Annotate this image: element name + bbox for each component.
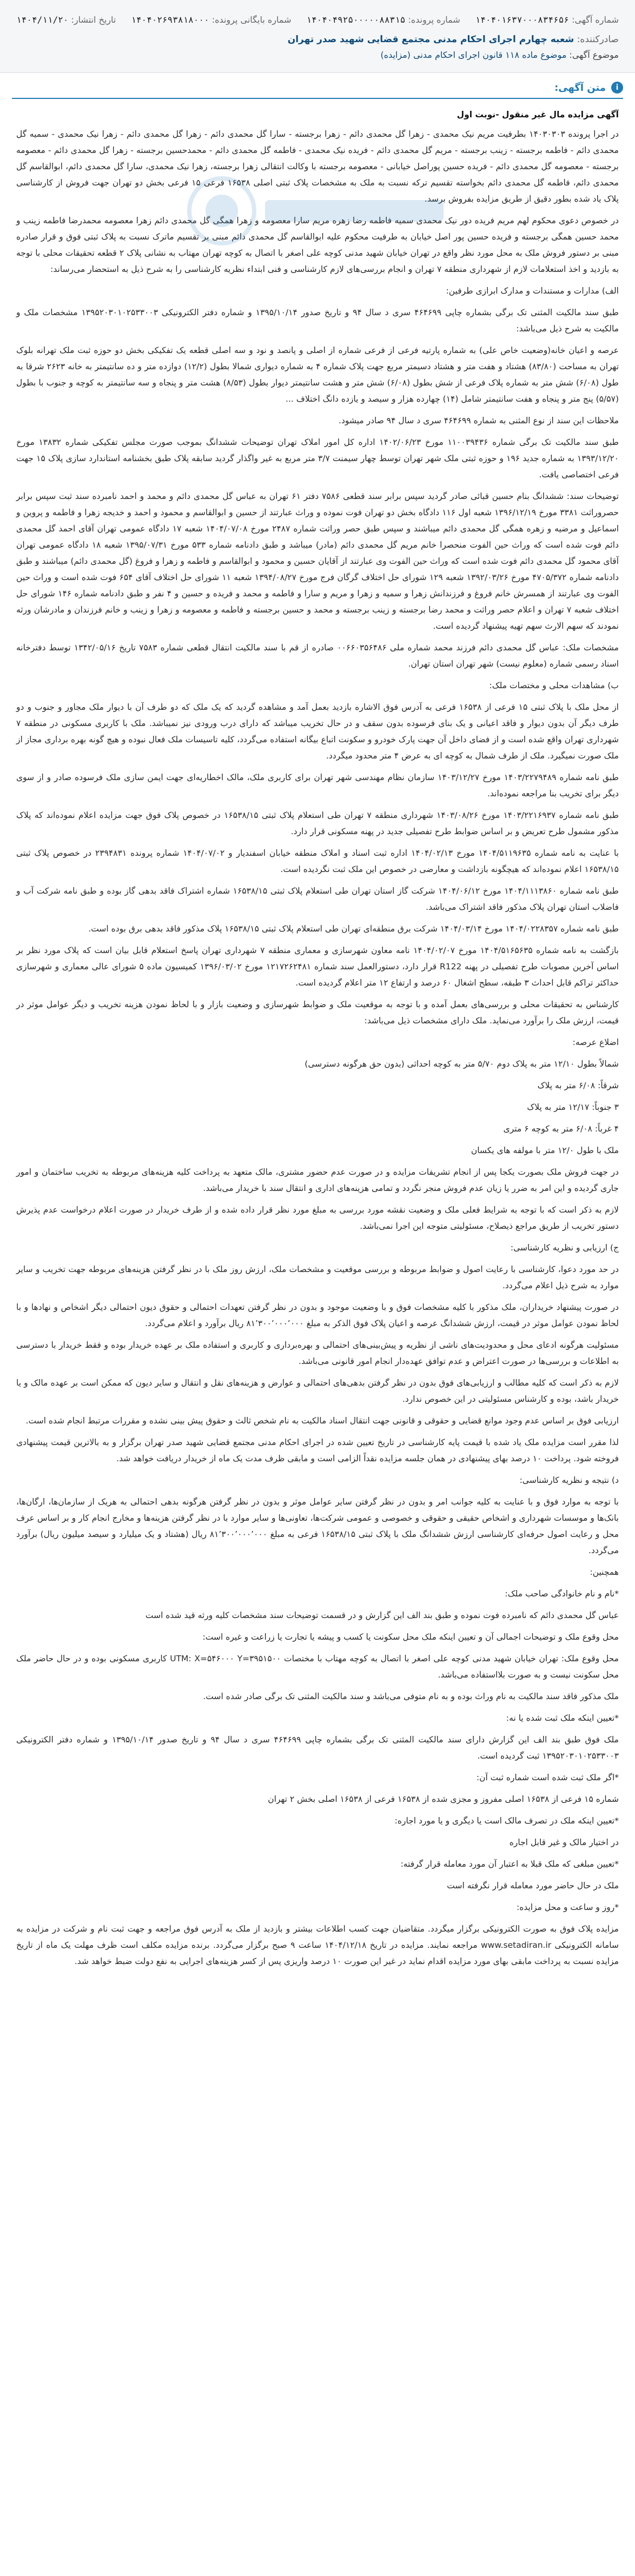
body-paragraph: مشخصات ملک: عباس گل محمدی دائم فرزند محمد شماره ملی ۰۰۶۶۰۳۵۶۴۸۶ صادره از قم با سند مالکیت انتقال قطعی شماره ۷۵۸۳ تاریخ ۱۳۴۲/۰۵/۱۶ توسط دفترخانه اسناد رسمی شماره (معلوم نیست) شهر تهران استان تهران.: [16, 643, 619, 669]
issuer-row: صادرکننده: شعبه چهارم اجرای احکام مدنی مجتمع قضایی شهید صدر تهران: [287, 34, 619, 45]
announcement-body: [0, 99, 635, 1986]
body-paragraph: مسئولیت هرگونه ادعای محل و محدودیت‌های ناشی از نظریه و پیش‌بینی‌های احتمالی و بهره‌برداری و کاربری و استفاده ملک بر عهده خریدار بوده و فقط خریدار با دسترسی به اطلاعات و بررسی‌ها در صورت اعتراض و عدم توافق عهده‌دار انجام امور قانونی می‌باشد.: [16, 1340, 619, 1366]
body-paragraph: با عنایت به نامه شماره ۱۴۰۴/۵۱۱۹۶۳۵ مورخ ۱۴۰۴/۰۲/۱۳ اداره ثبت اسناد و املاک منطقه خیابان اسفندیار و ۱۴۰۴/۰۷/۰۲ شماره پرونده ۲۳۹۴۸۳۱ در خصوص پلاک ثبتی ۱۶۵۳۸/۱۵ اعلام نموده‌اند که هیچگونه بازداشت و معارضی در خصوص این ملک ثبت نگردیده است.: [16, 848, 619, 874]
body-paragraph: در حد مورد دعوا، کارشناسی با رعایت اصول و ضوابط مربوطه و بررسی موقعیت و مشخصات ملک، ارزش روز ملک با در نظر گرفتن هزینه‌های مربوطه جهت تخریب و سایر موارد به شرح ذیل اعلام می‌گردد.: [16, 1264, 619, 1290]
body-paragraph: همچنین:: [590, 1567, 619, 1577]
body-paragraph: *اگر ملک ثبت شده است شماره ثبت آن:: [476, 1773, 619, 1782]
body-paragraph: محل وقوع ملک: تهران خیابان شهید مدنی کوچه علی اصغر با اتصال به کوچه مهتاب با مختصات UTM: X=۵۴۶۰۰۰ Y=۳۹۵۱۵۰۰ کاربری مسکونی بوده و در حال حاضر ملک محل سکونت نیست و به صورت بلااستفاده می‌باشد.: [16, 1654, 619, 1680]
body-paragraph: ملک فوق طبق بند الف این گزارش دارای سند مالکیت المثنی تک برگی بشماره چاپی ۴۶۴۶۹۹ سری د سال ۹۴ و تاریخ صدور ۱۳۹۵/۱۰/۱۴ و شماره دفتر الکترونیکی ۱۳۹۵۲۰۳۰۱۰۲۵۳۳۰۰۳ ثبت گردیده است.: [16, 1735, 619, 1761]
announcement-number: شماره آگهی: ۱۴۰۴۰۱۶۳۷۰۰۰۸۳۴۶۵۶: [475, 15, 619, 25]
body-paragraph: از محل ملک با پلاک ثبتی ۱۵ فرعی از ۱۶۵۳۸ فرعی به آدرس فوق الاشاره بازدید بعمل آمد و مشاهده گردید که یک ملک که دو طرف آن با دیوار ملک مجاور و جنوب و دو طرف دیگر آن بدون دیوار و فاقد اعیانی و یک بنای فرسوده بدون سقف و در حال تخریب میباشد که دارای درب ورودی نیز نمیباشد. ملک با کاربری مسکونی در منطقه ۷ شهرداری تهران واقع شده است و از فضای داخل آن جهت پارک خودرو و سکونت اتباع بیگانه استفاده می‌گردد، کلیه تاسیسات ملک فعال نبوده و هیچ گونه بهره برداری مجاز از ملک صورت نمیگیرد. ملک از طرف شمال به کوچه ای به عرض ۴ متر محدود میگردد.: [16, 702, 619, 761]
body-paragraph: عباس گل محمدی دائم که نامبرده فوت نموده و طبق بند الف این گزارش و در قسمت توضیحات سند مشخصات کلیه ورثه قید شده است: [145, 1610, 619, 1620]
body-paragraph: در اختیار مالک و غیر قابل اجاره: [509, 1838, 619, 1847]
body-paragraph: با توجه به موارد فوق و با عنایت به کلیه جوانب امر و بدون در نظر گرفتن سایر عوامل موثر و بدون در نظر گرفتن هرگونه بدهی احتمالی به هریک از سازمان‌ها، ارگان‌ها، بانک‌ها و موسسات شهرداری و اشخاص حقیقی و حقوقی و خصوصی و عمومی شرکت‌ها، تعاونی‌ها و سایر موارد با در نظر گرفتن هزینه‌ها و مخارج انجام کار و بر اساس عرف محل و رعایت اصول حرفه‌ای کارشناسی ارزش ششدانگ ملک با پلاک ثبتی ۱۶۵۳۸/۱۵ فرعی به مبلغ ۸۱٬۳۰۰٬۰۰۰٬۰۰۰ ریال (هشتاد و یک میلیارد و سیصد میلیون ریال) برآورد می‌گردد.: [16, 1497, 619, 1555]
body-paragraph: در جهت فروش ملک بصورت یکجا پس از انجام تشریفات مزایده و در صورت عدم حضور مشتری، مالک متعهد به پرداخت کلیه هزینه‌های مربوطه به تخریب ساختمان و امور جاری گردیده و این امر به ضرر یا زیان عدم فروش منجر نگردد و تمامی هزینه‌های اداری و انتقال سند با خریدار می‌باشد.: [16, 1167, 619, 1193]
body-paragraph: *روز و ساعت و محل مزایده:: [517, 1902, 619, 1912]
body-paragraph: ب) مشاهدات محلی و مختصات ملک:: [489, 681, 619, 690]
body-paragraph: شماره ۱۵ فرعی از ۱۶۵۳۸ اصلی مفروز و مجزی شده از ۱۶۵۳۸ فرعی از ۱۶۵۳۸ اصلی بخش ۲ تهران: [268, 1794, 619, 1804]
body-paragraph: ملک در حال حاضر مورد معامله قرار نگرفته است: [447, 1881, 619, 1891]
body-paragraph: طبق سند مالکیت المثنی تک برگی بشماره چاپی ۴۶۴۶۹۹ سری د سال ۹۴ و تاریخ صدور ۱۳۹۵/۱۰/۱۴ و شماره دفتر الکترونیکی ۱۳۹۵۲۰۳۰۱۰۲۵۳۳۰۰۳ مشخصات ملک و مالکیت به شرح ذیل می‌باشد:: [16, 308, 619, 334]
info-icon: i: [611, 82, 623, 94]
announcement-header: [0, 0, 635, 73]
body-paragraph: طبق نامه شماره ۱۴۰۴/۱۱۱۳۸۶۰ مورخ ۱۴۰۴/۰۶/۱۲ شرکت گاز استان تهران طی استعلام پلاک ثبتی ۱۶۵۳۸/۱۵ شماره اشتراک فاقد بدهی گاز بوده و طبق نامه شرکت آب و فاضلاب استان تهران پلاک مذکور فاقد اشتراک می‌باشد.: [16, 886, 619, 912]
body-paragraph: طبق نامه شماره ۱۴۰۴/۰۲۲۸۳۵۷ مورخ ۱۴۰۴/۰۳/۱۴ شرکت برق منطقه‌ای تهران طی استعلام پلاک ثبتی ۱۶۵۳۸/۱۵ پلاک مذکور فاقد بدهی برق بوده است.: [88, 924, 619, 934]
body-paragraph: *تعیین اینکه ملک در تصرف مالک است یا دیگری و یا مورد اجاره:: [394, 1816, 619, 1826]
body-paragraph: اضلاع عرصه:: [572, 1037, 619, 1047]
archive-number: شماره بایگانی پرونده: ۱۴۰۴۰۲۶۹۳۸۱۸۰۰۰: [131, 15, 292, 25]
body-paragraph: کارشناس به تحقیقات محلی و بررسی‌های بعمل آمده و با توجه به موقعیت ملک و ضوابط شهرسازی و وضعیت بازار و با لحاظ نمودن هزینه تخریب و دیگر عوامل موثر در قیمت، ارزش ملک را برآورد می‌نماید. ملک دارای مشخصات ذیل می‌باشد:: [16, 1000, 619, 1026]
body-paragraph: ۳ جنوباً: ۱۲/۱۷ متر به پلاک: [527, 1102, 619, 1112]
section-title: متن آگهی:: [554, 82, 606, 94]
announcement-heading: آگهی مزایده مال غیر منقول -نوبت اول: [457, 110, 619, 119]
body-paragraph: شرقاً: ۶/۰۸ متر به پلاک: [537, 1081, 619, 1090]
body-paragraph: ملاحظات این سند از نوع المثنی به شماره ۴۶۴۶۹۹ سری د سال ۹۴ صادر میشود.: [339, 416, 619, 425]
body-paragraph: بازگشت به نامه شماره ۱۴۰۴/۵۱۶۵۶۳۵ مورخ ۱۴۰۴/۰۲/۰۷ نامه معاون شهرسازی و معماری منطقه ۷ شهرداری تهران پاسخ استعلام قابل بیان است که پلاک مورد نظر بر اساس آخرین مصوبات طرح تفصیلی در پهنه R122 قرار دارد، دستورالعمل سند شماره ۱۲۱۷۲۶۲۴۸۱ مورخ ۱۳۹۶/۰۳/۰۲ کمیسیون ماده ۵ شورای عالی معماری و شهرسازی حداکثر تراکم قابل احداث ۳ طبقه، سطح اشغال ۶۰ درصد و ارتفاع ۱۲ متر اعلام گردیده است.: [16, 946, 619, 988]
topic-row: موضوع آگهی: موضوع ماده ۱۱۸ قانون اجرای احکام مدنی (مزایده): [380, 50, 619, 60]
body-paragraph: لازم به ذکر است که کلیه مطالب و ارزیابی‌های فوق بدون در نظر گرفتن بدهی‌های احتمالی و عوارض و هزینه‌های نقل و انتقال و سایر دیون که ممکن است بر عهده مالک و یا خریدار باشد، بوده و کارشناس مسئولیتی در این خصوص ندارد.: [16, 1378, 619, 1404]
body-paragraph: در اجرا پرونده ۱۴۰۳۰۳۰۳ بطرفیت مریم نیک محمدی - زهرا گل محمدی دائم - زهرا برجسته - سارا گل محمدی دائم - زهرا گل محمدی دائم - زهرا نیک محمدی - سمیه گل محمدی دائم - فاطمه برجسته - زینب برجسته - مریم گل محمدی دائم - فریده نیک محمدی - فاطمه گل محمدی دائم - محمدحسین برجسته - زهرا گل محمدی دائم - معصومه برجسته - معصومه گل محمدی دائم - فریده حسین پوراصل خیابانی - معصومه برجسته با وکالت انتقالی زهرا برجسته، زهرا نیک محمدی، سارا گل محمدی دائم، ابوالقاسم گل محمدی دائم، فاطمه گل محمدی دائم بخواسته تقسیم ترکه نسبت به ملک به مشخصات پلاک ثبتی اصلی ۱۶۵۳۸ فرعی ۱۵ فرعی بخش دو تهران جهت فروش از کارشناسی پلاک یاد شده بطور دقیق از طریق مزایده بفروش برسد.: [16, 129, 619, 204]
body-paragraph: در خصوص دعوی محکوم لهم مریم فریده دور نیک محمدی سمیه فاطمه رضا زهره مریم سارا معصومه و زهرا همگی گل محمدی دائم زهرا معصومه محمدرضا فاطمه زینب و محمد حسین همگی برجسته و فریده حسین پور اصل خیابان به طرفیت محکوم علیه ابوالقاسم گل محمدی دائم مبنی بر تقسیم ماترک نسبت به پلاک ثبتی فوق و قرار صادره مبنی بر دستور فروش ملک به محل مورد نظر واقع در تهران خیابان شهید مدنی کوچه علی اصغر با اتصال به کوچه تهران مهتاب به نشانی پلاک ۲ قطعه تحقیقات محلی با توجه به بازدید و اخذ استعلامات لازم از شهرداری منطقه ۷ تهران و انجام بررسی‌های لازم کارشناسی و فنی ابتداء نظریه کارشناسی را به شرح ذیل به استحضار می‌رساند:: [16, 216, 619, 274]
body-paragraph: محل وقوع ملک و توضیحات اجمالی آن و تعیین اینکه ملک محل سکونت یا کسب و پیشه یا تجارت یا زراعت و غیره است:: [202, 1632, 619, 1642]
body-paragraph: ملک با طول ۱۲/۰ متر با مولفه های یکسان: [471, 1146, 619, 1155]
body-paragraph: الف) مدارات و مستندات و مدارک ابرازی طرفین:: [446, 286, 619, 296]
section-header: [12, 82, 623, 99]
body-paragraph: شمالاً بطول ۱۲/۱۰ متر به پلاک دوم ۵/۷۰ متر به کوچه احداثی (بدون حق هرگونه دسترسی): [305, 1059, 619, 1069]
body-paragraph: *نام و نام خانوادگی صاحب ملک:: [505, 1589, 619, 1599]
body-paragraph: طبق نامه شماره ۱۴۰۳/۲۲۱۶۹۳۷ مورخ ۱۴۰۳/۰۸/۲۶ شهرداری منطقه ۷ تهران طی استعلام پلاک ثبتی ۱۶۵۳۸/۱۵ در خصوص پلاک فوق جهت مزایده اعلام نموده‌اند که پلاک مذکور مشمول طرح تعریض و بر اساس ضوابط طرح تفصیلی جدید در پهنه مسکونی قرار دارد.: [16, 810, 619, 836]
body-paragraph: د) نتیجه و نظریه کارشناسی:: [519, 1475, 619, 1485]
publish-date: تاریخ انتشار: ۱۴۰۴/۱۱/۲۰: [16, 15, 116, 25]
body-paragraph: ۴ غرباً: ۶/۰۸ متر به کوچه ۶ متری: [503, 1124, 619, 1134]
body-paragraph: در صورت پیشنهاد خریداران، ملک مذکور با کلیه مشخصات فوق و با وضعیت موجود و بدون در نظر گرفتن تعهدات احتمالی و حقوق دیون احتمالی دیگر اشخاص و نهادها و با لحاظ نمودن عوامل موثر در قیمت، ارزش ششدانگ عرصه و اعیان پلاک فوق الذکر به مبلغ ۸۱٬۳۰۰٬۰۰۰٬۰۰۰ ریال برآورد و اعلام می‌گردد.: [16, 1302, 619, 1328]
body-paragraph: لازم به ذکر است که با توجه به شرایط فعلی ملک و وضعیت نقشه مورد بررسی به مبلغ مورد نظر قرار داده شده و از طرف خریدار در صورت اعلام درخواست عدم پذیرش دستور تخریب از طریق مراجع ذیصلاح، مسئولیتی متوجه این اجرا نمی‌باشد.: [16, 1205, 619, 1231]
meta-row: [16, 12, 619, 28]
case-number: شماره پرونده: ۱۴۰۴۰۴۹۲۵۰۰۰۰۰۸۸۳۱۵: [306, 15, 460, 25]
body-paragraph: لذا مقرر است مزایده ملک یاد شده با قیمت پایه کارشناسی در تاریخ تعیین شده در اجرای احکام مدنی مجتمع قضایی شهید صدر تهران برگزار و به بالاترین قیمت پیشنهادی فروخته شود. پرداخت ۱۰ درصد بهای پیشنهادی در همان جلسه مزایده نقداً الزامی است و مابقی ظرف مدت یک ماه از خریدار دریافت خواهد شد.: [16, 1437, 619, 1463]
body-paragraph: ارزیابی فوق بر اساس عدم وجود موانع قضایی و حقوقی و قانونی جهت انتقال اسناد مالکیت به نام شخص ثالث و حقوق پیش بینی نشده و مقررات مرتبط انجام شده است.: [25, 1416, 619, 1426]
body-paragraph: مزایده پلاک فوق به صورت الکترونیکی برگزار میگردد. متقاضیان جهت کسب اطلاعات بیشتر و بازدید از ملک به آدرس فوق مراجعه و جهت ثبت نام و شرکت در مزایده به سامانه الکترونیکی www.setadiran.ir مراجعه نمایند. مزایده در تاریخ ۱۴۰۴/۱۲/۱۸ ساعت ۹ صبح برگزار می‌گردد. برنده مزایده مکلف است ظرف مهلت یک ماه از تاریخ مزایده نسبت به پرداخت مابقی بهای مورد مزایده اقدام نماید در غیر این صورت ۱۰ درصد واریزی پس از کسر هزینه‌های اجرایی به نفع دولت ضبط خواهد شد.: [16, 1924, 619, 1966]
body-paragraph: ج) ارزیابی و نظریه کارشناسی:: [510, 1243, 619, 1253]
body-paragraph: *تعیین اینکه ملک ثبت شده یا نه:: [506, 1713, 619, 1723]
body-paragraph: عرصه و اعیان خانه(وضعیت خاص علی) به شماره پارتیه فرعی از فرعی شماره از اصلی و پانصد و نود و سه اصلی قطعه یک تفکیکی بخش دو حوزه ثبت ملک تهرانه بلوک تهران به مساحت (۸۳/۸۰) هشتاد و هفت متر و هشتاد دسیمتر مربع جهت پلاک شماره ۴ به شماره دیواری شمالا بطول (۱۲/۲) دوازده متر و ده سانتیمتر به خانه ۲۶۲۳ شرقا به طول (۶/۰۸) شش متر به شماره پلاک فرعی از شش بطول (۶/۰۸) شش متر و هشت سانتیمتر دیوار بطول (۸/۵۳) هشت متر و پنجاه و سه سانتیمتر به کوچه و جنوب با بطول (۵/۵۷) پنج متر و پنجاه و هفت سانتیمتر شامل (۱۴) چهارده هزار و سیصد و یازده دانگ اختلاف ...: [16, 345, 619, 404]
body-paragraph: توضیحات سند: ششدانگ بنام حسین قبائی صادر گردید سپس برابر سند قطعی ۷۵۸۶ دفتر ۶۱ تهران به عباس گل محمدی دائم و محمد و احمد نامبرده سند ثبت سپس برابر حصروراثت ۳۳۸۱ مورخ ۱۳۹۶/۱۲/۱۹ شعبه اول ۱۱۶ دادگاه بخش دو تهران فوت نموده و وراث عبارتند از حسین و ابوالقاسم و محمود و احمد و خدیجه زهرا و فاطمه و پروین و اسماعیل و مرضیه و زهره همگی گل محمدی دائم میباشند و سپس طبق حصر وراثت شماره ۲۴۸۷ مورخ ۱۴۰۴/۰۷/۰۸ شعبه ۱۷ دادگاه عمومی تهران آقای احمد گل محمدی دائم فوت شده است که وراث حین الفوت منحصرا خانم مریم گل محمدی دائم (مادر) میباشد و طبق دادنامه شماره ۵۳۳ مورخ ۱۳۹۵/۰۷/۳۱ شعبه ۱۸ دادگاه عمومی تهران آقای محمود گل محمدی دائم فوت شده است که وراث حین الفوت وی عبارتند از آقایان حسین و محمود و ابوالقاسم و فاطمه و زهرا و فروغ (گل محمدی دائم) میباشند و طبق دادنامه شماره ۴۷۰۵/۳۷۲ مورخ ۱۳۹۲/۰۳/۲۶ شعبه ۱۲۹ شورای حل اختلاف گرگان فرج مورخ ۱۳۹۴/۰۸/۲۷ شعبه ۱۱ شورای حل اختلاف آقای ۶۵۴ فوت شده است و وراث حین الفوت وی عبارتند از همسرش خانم فروغ و فرزندانش زهرا و سمیه و زهرا و مریم و سارا و فاطمه و محمد و فریده و حسین و ۴ نفر و طبق دادنامه شماره ۱۴۶ شورای حل اختلاف شعبه ۷ تهران و اعلام حصر وراثت و محمد رضا برجسته و زینب برجسته و محمد و حسین برجسته و فاطمه و معصومه و زهرا و زینب و خانم فرزندان و مادرشان ورثه نمودند که سهم الارث سهم تهیه پیشنهاد گردیده است.: [16, 491, 619, 631]
body-paragraph: ملک مذکور فاقد سند مالکیت به نام وراث بوده و به نام متوفی می‌باشد و سند مالکیت المثنی تک برگی صادر شده است.: [203, 1692, 619, 1701]
body-paragraph: *تعیین مبلغی که ملک قبلا به اعتبار آن مورد معامله قرار گرفته:: [400, 1859, 619, 1869]
body-paragraph: طبق سند مالکیت تک برگی شماره ۱۱۰۰۳۹۴۳۶ مورخ ۱۴۰۲/۰۶/۲۳ اداره کل امور املاک تهران توضیحات ششدانگ بموجب صورت مجلس تفکیکی شماره ۱۳۸۳۲ مورخ ۱۳۹۳/۱۲/۲۰ به شماره جدید ۱۹۶ و حوزه ثبتی ملک شهر تهران توسط چهار سیمنت ۳/۷ متر مربع به غیر واگذار گردید سابقه پلاک طبق بخشنامه استاندارد سازی پلاک ۱۵ جهت فرعی اختصاصی یافت.: [16, 437, 619, 480]
body-paragraph: طبق نامه شماره ۱۴۰۳/۲۲۷۹۴۸۹ مورخ ۱۴۰۳/۱۲/۲۷ سازمان نظام مهندسی شهر تهران برای کاربری ملک، مالک اخطاریه‌ای جهت ایمن سازی ملک فرسوده صادر و از سوی دیگر برای تخریب بنا مراجعه نموده‌اند.: [16, 773, 619, 798]
